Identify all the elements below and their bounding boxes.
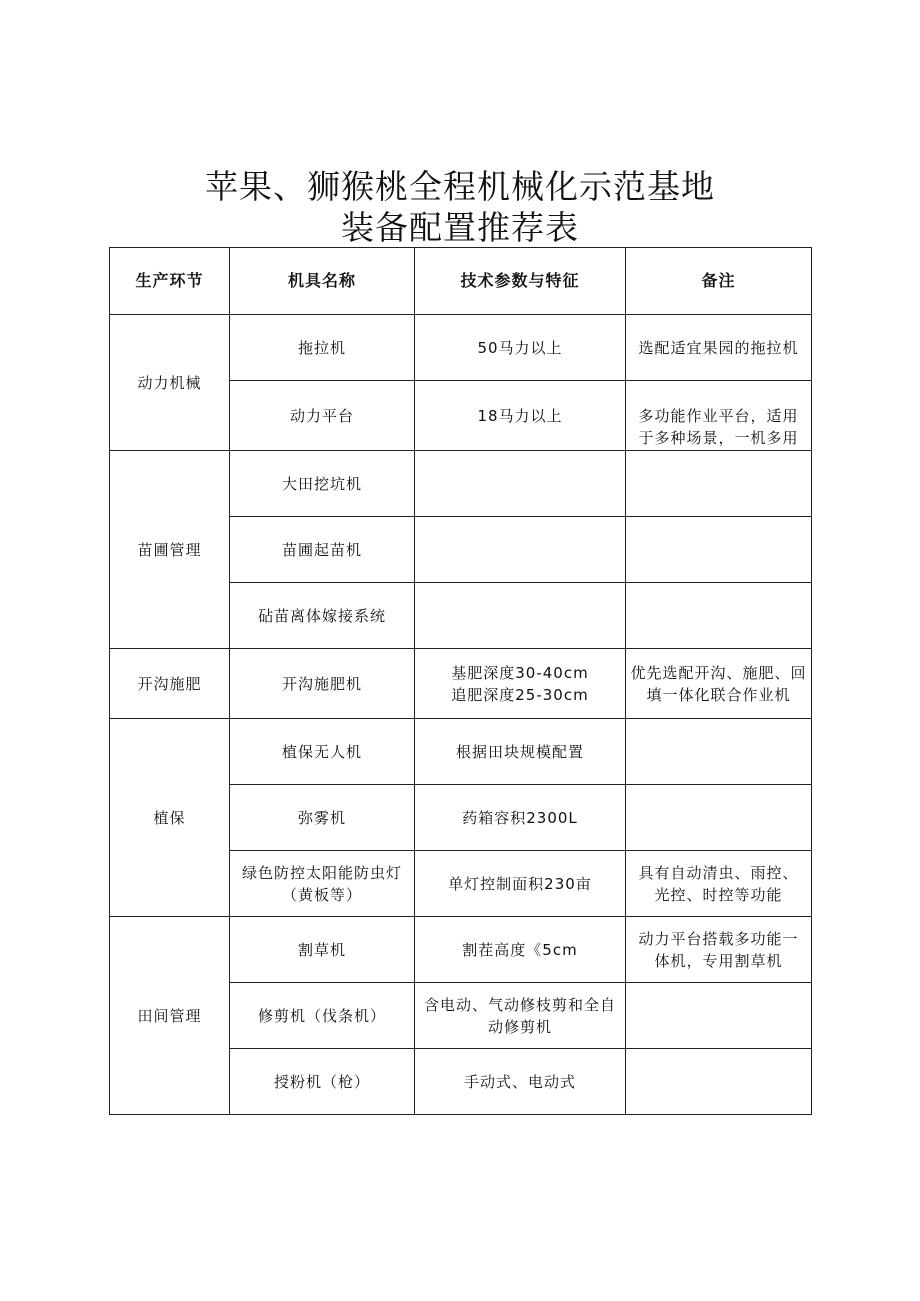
note-cell (626, 851, 812, 917)
header-stage: 生产环节 (110, 248, 230, 315)
machine-cell: 大田挖坑机 (230, 451, 415, 517)
stage-cell: 植保 (110, 719, 230, 917)
note-line: 优先选配开沟、施肥、回 (630, 664, 807, 682)
note-line: 光控、时控等功能 (654, 885, 783, 904)
stage-cell: 田间管理 (110, 917, 230, 1115)
machine-cell: 动力平台 (230, 381, 415, 451)
table-row (110, 917, 812, 983)
params-cell (415, 517, 626, 583)
note-cell (626, 917, 812, 983)
note-line: 动力平台搭载多功能一 (638, 930, 799, 948)
machine-cell: 苗圃起苗机 (230, 517, 415, 583)
params-cell: 根据田块规模配置 (415, 719, 626, 785)
machine-line: （黄板等） (281, 885, 362, 904)
table-row (110, 719, 812, 785)
table-row (110, 451, 812, 517)
note-cell (626, 649, 812, 719)
params-cell (415, 451, 626, 517)
params-cell: 18马力以上 (415, 381, 626, 451)
note-cell (626, 785, 812, 851)
stage-cell: 苗圃管理 (110, 451, 230, 649)
note-cell (626, 719, 812, 785)
machine-cell: 修剪机（伐条机） (230, 983, 415, 1049)
note-line: 具有自动清虫、雨控、 (638, 863, 799, 882)
table-row (110, 649, 812, 719)
machine-cell: 弥雾机 (230, 785, 415, 851)
params-cell (415, 983, 626, 1049)
note-line: 填一体化联合作业机 (646, 686, 791, 704)
table-row (110, 315, 812, 381)
note-cell (626, 583, 812, 649)
params-cell: 药箱容积2300L (415, 785, 626, 851)
params-line: 基肥深度30-40cm (451, 663, 589, 682)
stage-cell: 动力机械 (110, 315, 230, 451)
header-params: 技术参数与特征 (415, 248, 626, 315)
note-cell (626, 983, 812, 1049)
params-line: 含电动、气动修枝剪和全自 (423, 995, 616, 1014)
note-cell: 选配适宜果园的拖拉机 (626, 315, 812, 381)
note-cell (626, 1049, 812, 1115)
machine-cell: 植保无人机 (230, 719, 415, 785)
machine-cell: 割草机 (230, 917, 415, 983)
params-line: 追肥深度25-30cm (451, 685, 589, 704)
machine-cell: 砧苗离体嫁接系统 (230, 583, 415, 649)
machine-cell: 授粉机（枪） (230, 1049, 415, 1115)
params-line: 动修剪机 (487, 1017, 552, 1036)
params-cell: 手动式、电动式 (415, 1049, 626, 1115)
note-line: 于多种场景，一机多用 (638, 428, 799, 447)
machine-line: 绿色防控太阳能防虫灯 (241, 863, 402, 882)
document-title-line-2: 装备配置推荐表 (341, 208, 579, 247)
params-cell (415, 649, 626, 719)
params-cell (415, 583, 626, 649)
stage-cell: 开沟施肥 (110, 649, 230, 719)
document-title-line-1: 苹果、狮猴桃全程机械化示范基地 (205, 167, 715, 206)
params-cell: 50马力以上 (415, 315, 626, 381)
note-line: 多功能作业平台，适用 (638, 406, 799, 425)
machine-cell (230, 851, 415, 917)
equipment-table (109, 247, 812, 1115)
table-header-row (110, 248, 812, 315)
machine-cell: 开沟施肥机 (230, 649, 415, 719)
header-machine: 机具名称 (230, 248, 415, 315)
machine-cell: 拖拉机 (230, 315, 415, 381)
note-line: 体机，专用割草机 (654, 952, 783, 970)
params-cell: 单灯控制面积230亩 (415, 851, 626, 917)
params-cell: 割茬高度《5cm (415, 917, 626, 983)
note-cell (626, 381, 812, 451)
note-cell (626, 451, 812, 517)
header-note: 备注 (626, 248, 812, 315)
note-cell (626, 517, 812, 583)
